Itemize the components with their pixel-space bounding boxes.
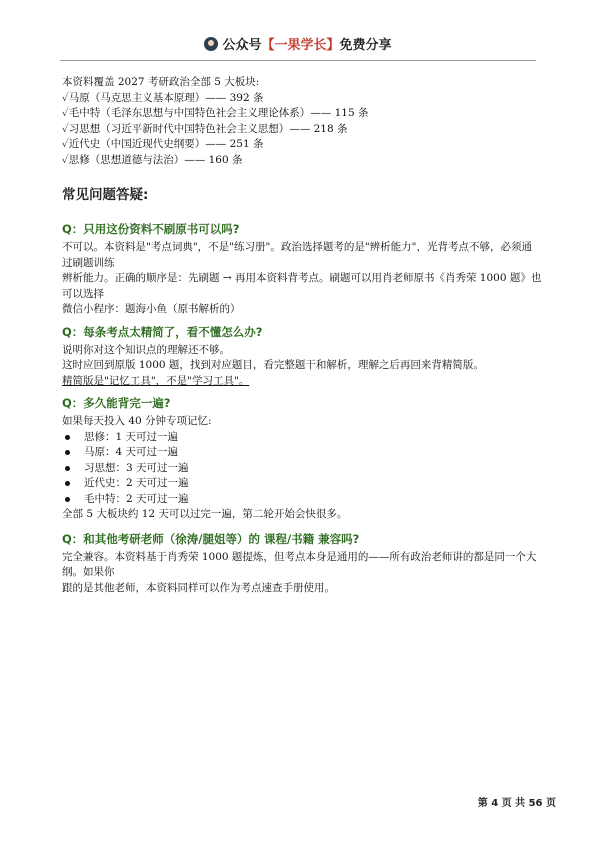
faq-answer-2-line: 这时应回到原版 1000 题，找到对应题目，看完整题干和解析，理解之后再回来背精简版。 xyxy=(62,359,484,371)
module-item: ✓习思想（习近平新时代中国特色社会主义思想）—— 218 条 xyxy=(62,122,348,135)
page-header xyxy=(0,34,596,53)
list-item: 思修：1 天可过一遍 xyxy=(62,430,542,446)
module-item: ✓近代史（中国近现代史纲要）—— 251 条 xyxy=(62,138,264,150)
header-prefix: 公众号 xyxy=(222,38,262,53)
faq-answer-1-line: 辨析能力。正确的顺序是：先刷题 → 再用本资料背考点。刷题可以用肖老师原书《肖秀荣 1000 题》也可以选择 xyxy=(62,272,542,300)
faq-question-1: Q：只用这份资料不刷原书可以吗? xyxy=(62,222,240,236)
faq-answer-1-line: 微信小程序：题海小鱼（原书解析的） xyxy=(62,303,241,315)
faq-answer-4-line: 跟的是其他老师，本资料同样可以作为考点速查手册使用。 xyxy=(62,581,335,594)
module-item: ✓毛中特（毛泽东思想与中国特色社会主义理论体系）—— 115 条 xyxy=(62,107,369,119)
intro-line: 本资料覆盖 2027 考研政治全部 5 大板块: xyxy=(62,76,260,88)
avatar-icon xyxy=(204,37,218,51)
page-content xyxy=(62,75,542,596)
faq-title: 常见问题答疑: xyxy=(62,187,149,203)
list-item: 习思想：3 天可过一遍 xyxy=(62,461,542,477)
faq-answer-4-line: 完全兼容。本资料基于肖秀荣 1000 题提炼，但考点本身是通用的——所有政治老师讲的都是同一个大纲。如果你 xyxy=(62,550,537,578)
faq-answer-2-line: 说明你对这个知识点的理解还不够。 xyxy=(62,343,230,356)
faq-answer-3-outro: 全部 5 大板块约 12 天可以过完一遍，第二轮开始会快很多。 xyxy=(62,508,348,520)
list-item: 马原：4 天可过一遍 xyxy=(62,445,542,461)
page-number: 第 4 页 共 56 页 xyxy=(477,798,556,809)
faq-answer-3-intro: 如果每天投入 40 分钟专项记忆: xyxy=(62,415,212,427)
study-time-list xyxy=(62,430,542,508)
module-item: ✓思修（思想道德与法治）—— 160 条 xyxy=(62,153,243,166)
header-highlight: 【一果学长】 xyxy=(261,38,340,53)
faq-answer-1-line: 不可以。本资料是"考点词典"，不是"练习册"。政治选择题考的是"辨析能力"，光背考点不够，必须通过刷题训练 xyxy=(62,241,532,269)
faq-question-3: Q：多久能背完一遍? xyxy=(62,396,171,410)
faq-question-2: Q：每条考点太精简了，看不懂怎么办? xyxy=(62,324,263,339)
header-suffix: 免费分享 xyxy=(339,38,392,53)
list-item: 近代史：2 天可过一遍 xyxy=(62,476,542,492)
module-item: ✓马原（马克思主义基本原理）—— 392 条 xyxy=(62,91,264,104)
header-divider xyxy=(60,60,536,61)
faq-question-4: Q：和其他考研老师（徐涛/腿姐等）的 课程/书籍 兼容吗? xyxy=(62,531,360,546)
list-item: 毛中特：2 天可过一遍 xyxy=(62,492,542,508)
faq-answer-2-underlined: 精简版是"记忆工具"，不是"学习工具"。 xyxy=(62,374,250,387)
